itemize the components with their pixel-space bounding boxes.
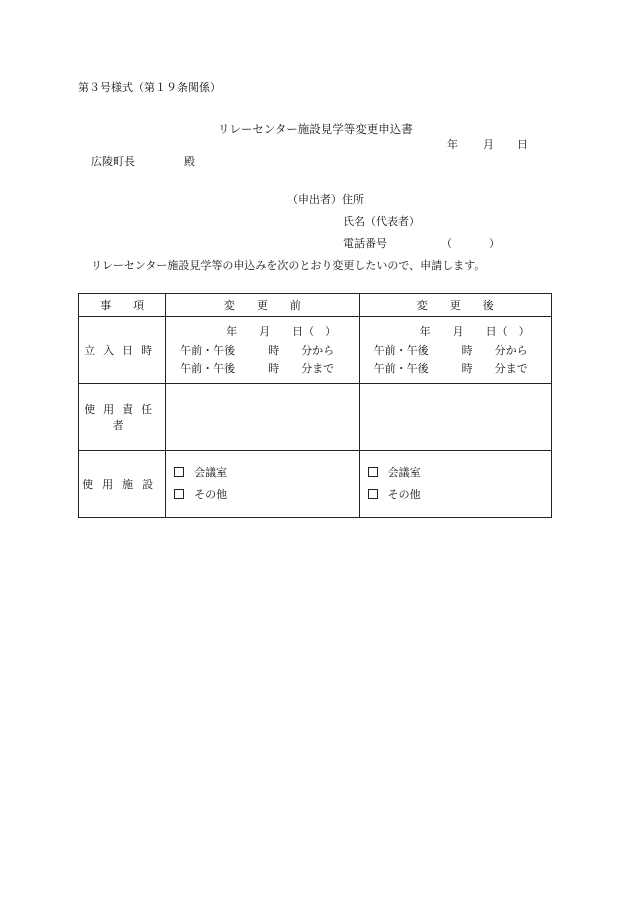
after-option-other[interactable]: その他 <box>368 484 551 506</box>
before-option-other[interactable]: その他 <box>174 484 358 506</box>
date-month-label: 月 <box>483 138 494 151</box>
change-form-table <box>78 293 552 518</box>
label-responsible-text: 使用責任者 <box>84 403 161 432</box>
label-facility <box>79 451 166 518</box>
statement-text: リレーセンター施設見学等の申込みを次のとおり変更したいので、申請します。 <box>91 259 486 272</box>
cell-facility-before <box>166 451 359 518</box>
header-after: 変 更 後 <box>359 294 551 317</box>
date-day-label: 日 <box>517 138 528 151</box>
cell-responsible-after[interactable] <box>359 384 551 451</box>
after-time-from: 午前・午後 時 分から <box>373 344 528 357</box>
applicant-phone-label: 電話番号 <box>343 237 387 250</box>
before-ymd: 年 月 日（ ） <box>226 325 337 338</box>
cell-date-before[interactable] <box>166 317 359 384</box>
form-title: リレーセンター施設見学等変更申込書 <box>218 122 413 136</box>
table-row-entry-date <box>79 317 552 384</box>
checkbox-icon[interactable] <box>368 489 378 499</box>
cell-responsible-before[interactable] <box>166 384 359 451</box>
phone-open-paren: （ <box>441 237 452 250</box>
checkbox-icon[interactable] <box>174 489 184 499</box>
header-before: 変 更 前 <box>166 294 359 317</box>
addressee-name: 広陵町長 <box>91 155 135 168</box>
before-option-meeting-room[interactable]: 会議室 <box>174 462 358 484</box>
date-year-label: 年 <box>447 138 458 151</box>
cell-facility-after <box>359 451 551 518</box>
checkbox-icon[interactable] <box>174 467 184 477</box>
applicant-address-label: （申出者）住所 <box>287 193 364 206</box>
label-entry-date <box>79 317 166 384</box>
table-header-row <box>79 294 552 317</box>
addressee-honorific: 殿 <box>184 155 195 168</box>
form-number: 第３号様式（第１９条関係） <box>78 81 221 94</box>
after-option-meeting-room[interactable]: 会議室 <box>368 462 551 484</box>
after-ymd: 年 月 日（ ） <box>419 325 530 338</box>
header-item: 事 項 <box>79 294 166 317</box>
label-facility-text: 使用施設 <box>82 478 163 491</box>
before-time-from: 午前・午後 時 分から <box>180 344 335 357</box>
cell-date-after[interactable] <box>359 317 551 384</box>
phone-close-paren: ） <box>489 237 500 250</box>
label-responsible <box>79 384 166 451</box>
after-time-to: 午前・午後 時 分まで <box>373 362 528 375</box>
before-time-to: 午前・午後 時 分まで <box>180 362 335 375</box>
checkbox-icon[interactable] <box>368 467 378 477</box>
table-row-facility <box>79 451 552 518</box>
label-entry-date-text: 立入日時 <box>84 344 161 357</box>
table-row-responsible <box>79 384 552 451</box>
applicant-name-label: 氏名（代表者） <box>343 215 420 228</box>
